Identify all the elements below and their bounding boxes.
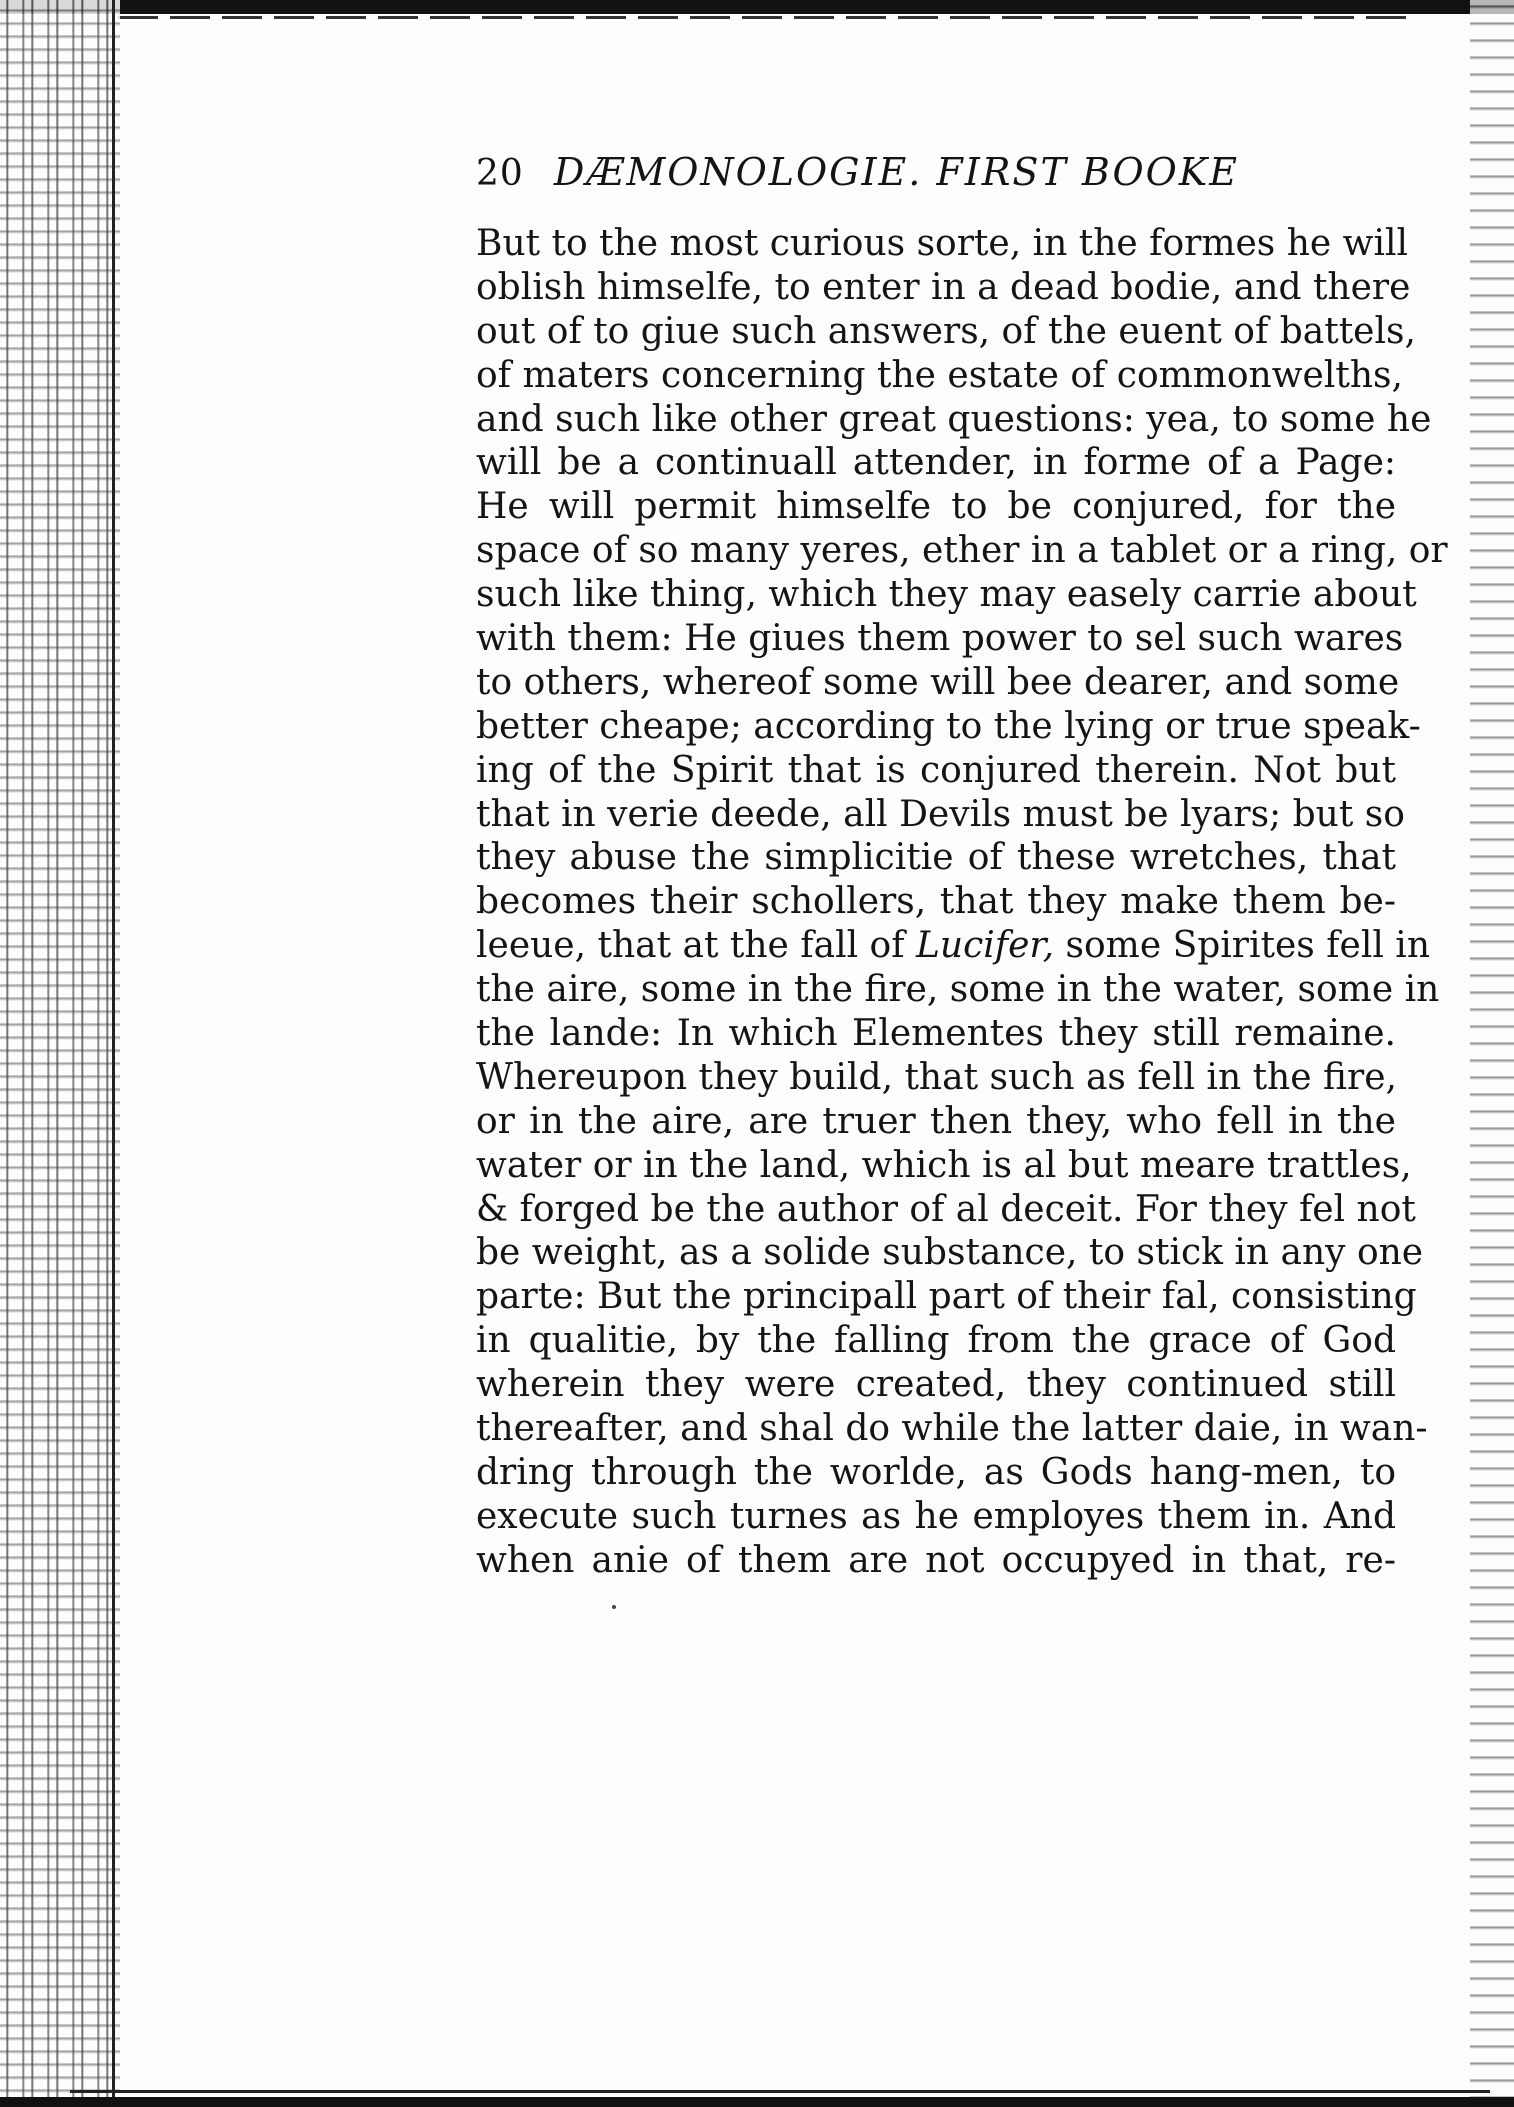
text-line: But to the most curious sorte, in the formes he will bbox=[476, 223, 1408, 264]
page-number: 20 bbox=[476, 153, 524, 194]
text-line: water or in the land, which is al but meare trattles, bbox=[476, 1144, 1412, 1186]
text-line: when anie of them are not occupyed in that, re- bbox=[476, 1539, 1396, 1581]
text-line: the lande: In which Elementes they still remaine. bbox=[476, 1013, 1396, 1055]
text-line: of maters concerning the estate of commonwelths, bbox=[476, 354, 1403, 396]
text-line: such like thing, which they may easely carrie about bbox=[476, 574, 1417, 616]
binding-gutter bbox=[0, 0, 120, 2107]
text-line: be weight, as a solide substance, to stick in any one bbox=[476, 1232, 1424, 1274]
scan-top-rule bbox=[118, 16, 1418, 19]
running-head bbox=[476, 150, 1396, 212]
text-line: Whereupon they build, that such as fell in the fire, bbox=[476, 1056, 1397, 1098]
text-line: with them: He giues them power to sel such wares bbox=[476, 618, 1404, 660]
italic-name-lucifer: Lucifer, bbox=[916, 925, 1055, 967]
scan-bottom-edge bbox=[0, 2097, 1514, 2107]
running-head-title: DÆMONOLOGIE. FIRST BOOKE bbox=[553, 150, 1239, 194]
text-line: or in the aire, are truer then they, who fell in the bbox=[476, 1100, 1396, 1142]
text-line: that in verie deede, all Devils must be lyars; but so bbox=[476, 793, 1405, 835]
text-line: they abuse the simplicitie of these wretches, that bbox=[476, 837, 1396, 879]
text-line: better cheape; according to the lying or true speak- bbox=[476, 705, 1421, 747]
text-line: in qualitie, by the falling from the grace of God bbox=[476, 1320, 1396, 1362]
text-line: wherein they were created, they continued still bbox=[476, 1364, 1396, 1406]
text-segment: some Spirites fell in bbox=[1054, 925, 1431, 967]
text-line: out of to giue such answers, of the euent of battels, bbox=[476, 310, 1416, 352]
gutter-edge-line bbox=[112, 0, 115, 2107]
text-line: parte: But the principall part of their fal, consisting bbox=[476, 1276, 1417, 1318]
text-line: ing of the Spirit that is conjured therein. Not but bbox=[476, 749, 1396, 791]
text-line: oblish himselfe, to enter in a dead bodie, and there bbox=[476, 266, 1411, 308]
text-line: and such like other great questions: yea, to some he bbox=[476, 398, 1432, 440]
text-line: to others, whereof some will bee dearer, and some bbox=[476, 661, 1400, 703]
text-line: He will permit himselfe to be conjured, for the bbox=[476, 486, 1396, 528]
text-line: & forged be the author of al deceit. For they fel not bbox=[476, 1188, 1416, 1230]
text-line: thereafter, and shal do while the latter daie, in wan- bbox=[476, 1408, 1428, 1450]
text-line: will be a continuall attender, in forme of a Page: bbox=[476, 442, 1396, 484]
body-text bbox=[476, 222, 1448, 1583]
book-page bbox=[476, 150, 1448, 1583]
text-line-lucifer bbox=[476, 924, 1431, 968]
dust-speck bbox=[612, 1605, 616, 1609]
text-line: space of so many yeres, ether in a tablet or a ring, or bbox=[476, 530, 1448, 572]
text-line: the aire, some in the fire, some in the water, some in bbox=[476, 969, 1440, 1011]
scan-right-edge bbox=[1470, 0, 1514, 2107]
text-line: dring through the worlde, as Gods hang-men, to bbox=[476, 1451, 1396, 1493]
text-segment: leeue, that at the fall of bbox=[476, 925, 916, 967]
text-line: becomes their schollers, that they make them be- bbox=[476, 881, 1396, 923]
text-line: execute such turnes as he employes them in. And bbox=[476, 1495, 1396, 1537]
scan-top-edge bbox=[0, 0, 1514, 14]
scan-bottom-rule bbox=[70, 2090, 1490, 2093]
